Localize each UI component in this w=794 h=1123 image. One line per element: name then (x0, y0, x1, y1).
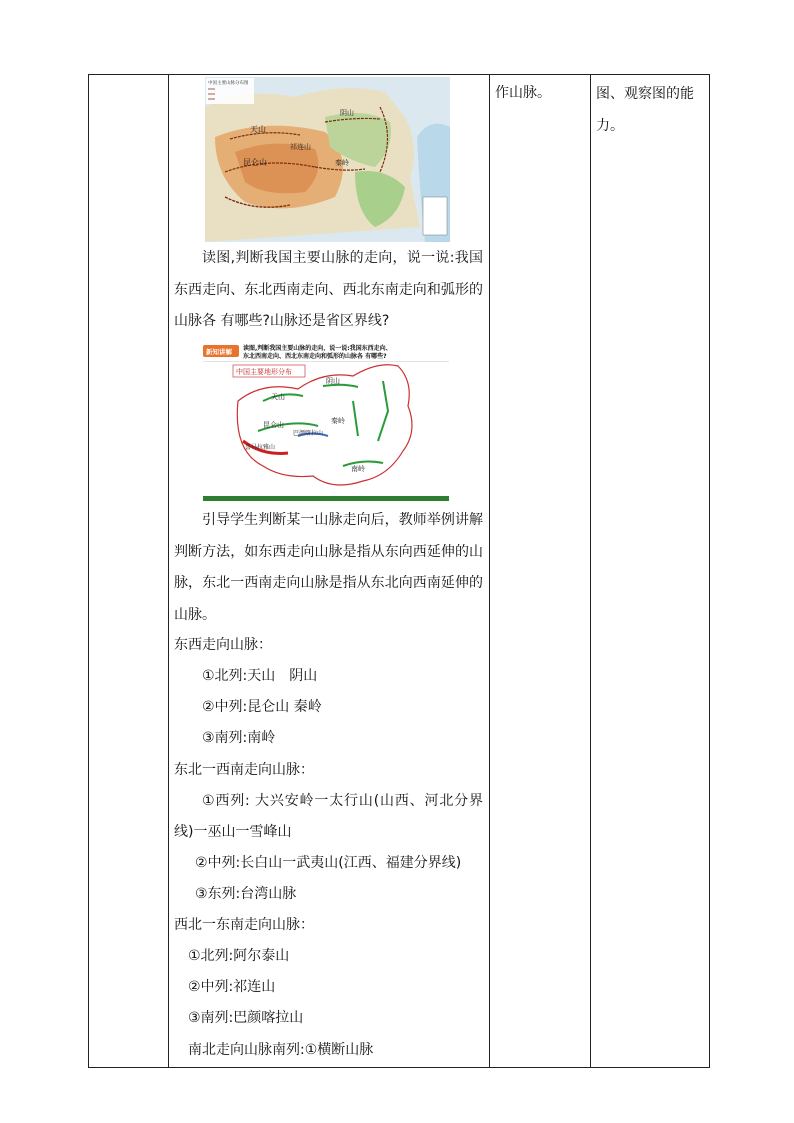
nesw-item: ②中列:长白山一武夷山(江西、福建分界线) (195, 855, 462, 871)
china-mountains-map (205, 77, 450, 242)
ns-line: 南北走向山脉南列:①横断山脉 (188, 1042, 374, 1058)
map1-legend: 中国主要山脉分布图 (208, 81, 249, 86)
map1-label: 昆仑山 (243, 158, 267, 167)
map2-question: 读图,判断我国主要山脉的走向，说一说:我国东西走向、 (243, 345, 392, 352)
nesw-item: ③东列:台湾山脉 (195, 886, 297, 902)
col3-text: 作山脉。 (495, 85, 551, 101)
empty-cell (89, 75, 169, 1068)
nesw-heading: 东北一西南走向山脉： (174, 762, 314, 778)
map2-label: 南岭 (351, 465, 365, 473)
map2-label: 天山 (271, 393, 285, 401)
china-terrain-map (203, 341, 449, 501)
ew-item: ②中列:昆仑山 秦岭 (202, 699, 322, 715)
map2-label: 喜马拉雅山 (245, 444, 276, 451)
lesson-table (88, 74, 710, 1068)
nesw-item: ①西列: 大兴安岭一太行山(山西、河北分界线)一巫山一雪峰山 (174, 793, 483, 840)
col4-text: 图、观察图的能力。 (596, 86, 694, 134)
map2-label: 阴山 (326, 377, 340, 385)
map2-label: 昆仑山 (263, 421, 284, 429)
method-paragraph: 引导学生判断某一山脉走向后，教师举例讲解判断方法，如东西走向山脉是指从东向西延伸的山脉，东北一西南走向山脉是指从东北向西南延伸的山脉。 (174, 512, 483, 623)
map2-label: 秦岭 (331, 417, 345, 425)
nwse-item: ②中列:祁连山 (188, 979, 276, 995)
col3-cell (490, 75, 591, 1068)
nwse-item: ①北列:阿尔泰山 (188, 948, 290, 964)
ew-item: ③南列:南岭 (202, 730, 276, 746)
map2-question: 东北西南走向、西北东南走向和弧形的山脉各 有哪些? (243, 353, 387, 360)
map2-label: 巴颜喀拉山 (293, 430, 324, 437)
question-paragraph: 读图,判断我国主要山脉的走向，说一说:我国东西走向、东北西南走向、西北东南走向和弧形的山脉各 有哪些?山脉还是省区界线? (174, 250, 483, 329)
map2-badge: 新知讲解 (206, 348, 232, 356)
col4-cell (591, 75, 710, 1068)
map2-title: 中国主要地形分布 (236, 368, 292, 376)
map1-label: 秦岭 (335, 159, 349, 167)
map1-label: 祁连山 (290, 143, 311, 151)
ew-heading: 东西走向山脉： (174, 637, 272, 653)
content-cell (169, 75, 490, 1068)
map1-label: 天山 (250, 125, 266, 134)
ew-item: ①北列:天山 阴山 (202, 668, 318, 684)
nwse-heading: 西北一东南走向山脉： (174, 917, 314, 933)
nwse-item: ③南列:巴颜喀拉山 (188, 1010, 304, 1026)
map1-label: 阴山 (340, 109, 354, 117)
